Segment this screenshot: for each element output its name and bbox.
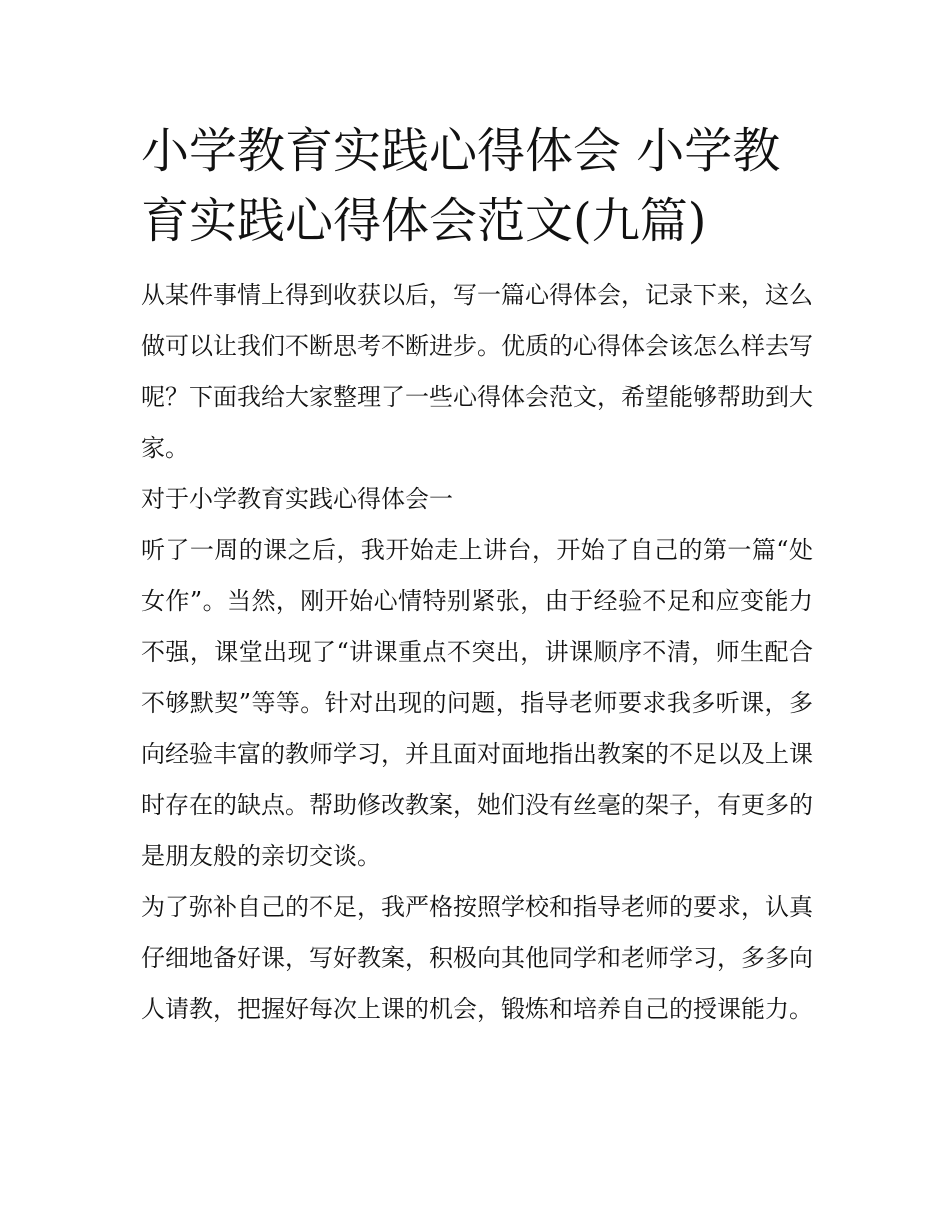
section-heading: 对于小学教育实践心得体会一 (141, 485, 453, 513)
document-title: 小学教育实践心得体会 小学教育实践心得体会范文(九篇) (141, 123, 781, 249)
body-paragraph-1: 听了一周的课之后，我开始走上讲台，开始了自己的第一篇“处女作”。当然，刚开始心情特别紧张，由于经验不足和应变能力不强，课堂出现了“讲课重点不突出，讲课顺序不清，师生配合不够默契”等等。针对出现的问题，指导老师要求我多听课，多向经验丰富的教师学习，并且面对面地指出教案的不足以及上课时存在的缺点。帮助修改教案，她们没有丝毫的架子，有更多的是朋友般的亲切交谈。 (141, 536, 813, 870)
document-body (141, 270, 813, 1035)
body-paragraph-2: 为了弥补自己的不足，我严格按照学校和指导老师的要求，认真仔细地备好课，写好教案，积极向其他同学和老师学习，多多向人请教，把握好每次上课的机会，锻炼和培养自己的授课能力。 (141, 893, 813, 1023)
document-page (141, 116, 813, 1035)
intro-paragraph: 从某件事情上得到收获以后，写一篇心得体会，记录下来，这么做可以让我们不断思考不断进步。优质的心得体会该怎么样去写呢？下面我给大家整理了一些心得体会范文，希望能够帮助到大家。 (141, 281, 813, 462)
